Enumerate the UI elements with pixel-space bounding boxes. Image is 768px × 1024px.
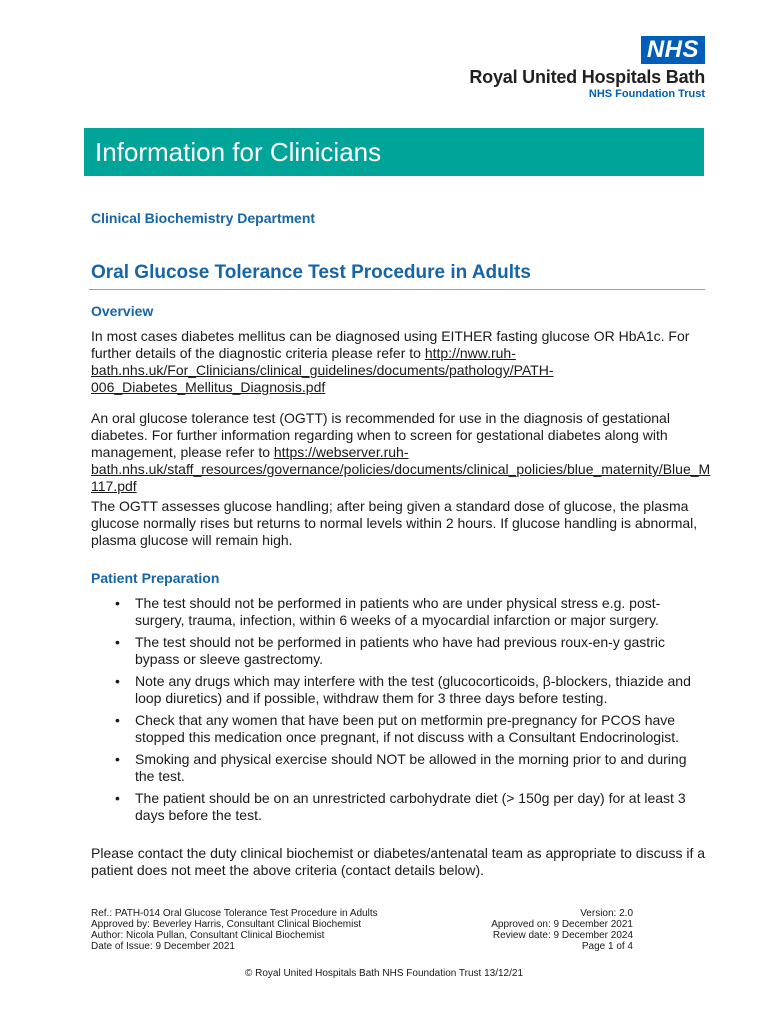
contact-paragraph: Please contact the duty clinical biochemist or diabetes/antenatal team as appropriate to discuss if a patient does not meet the above criteria (contact details below).	[91, 845, 706, 878]
gestational-policy-link-end[interactable]: 117.pdf	[91, 478, 137, 494]
overview-heading: Overview	[91, 303, 154, 319]
diagnosis-guideline-link[interactable]: http://nww.ruh-	[424, 345, 516, 361]
list-item-text: The test should not be performed in patients who are under physical stress e.g. post-surgery, trauma, infection, within 6 weeks of a myocardial infarction or major surgery.	[135, 595, 661, 628]
footer-page-number: Page 1 of 4	[581, 941, 633, 952]
bullet-icon: •	[115, 595, 120, 611]
trust-name: Royal United Hospitals Bath	[469, 67, 705, 87]
trust-logo	[469, 36, 705, 100]
list-item	[91, 712, 706, 746]
bullet-icon: •	[115, 751, 120, 767]
bullet-icon: •	[115, 634, 120, 650]
overview-paragraph-3: The OGTT assesses glucose handling; after being given a standard dose of glucose, the plasma glucose normally rises but returns to normal levels within 2 hours. If glucose handling is abnormal, plasma glucose will remain high.	[91, 498, 698, 548]
diagnosis-guideline-link-end[interactable]: 006_Diabetes_Mellitus_Diagnosis.pdf	[91, 379, 326, 395]
trust-subtitle: NHS Foundation Trust	[588, 88, 705, 100]
patient-preparation-heading: Patient Preparation	[91, 570, 220, 586]
footer-version: Version: 2.0	[580, 908, 633, 919]
gestational-policy-link-cont[interactable]: bath.nhs.uk/staff_resources/governance/policies/documents/clinical_policies/blue_maternity/Blue_M	[91, 461, 711, 477]
footer-author: Author: Nicola Pullan, Consultant Clinical Biochemist	[91, 930, 325, 941]
footer-approved-by: Approved by: Beverley Harris, Consultant Clinical Biochemist	[91, 919, 362, 930]
overview-paragraph-2	[91, 410, 711, 495]
banner-title: Information for Clinicians	[95, 137, 382, 167]
footer-approved-on: Approved on: 9 December 2021	[491, 919, 633, 930]
overview-paragraph-1	[91, 328, 706, 396]
list-item-text: The test should not be performed in patients who have had previous roux-en-y gastric bypass or sleeve gastrectomy.	[135, 634, 665, 667]
bullet-icon: •	[115, 712, 120, 728]
bullet-icon: •	[115, 790, 120, 806]
list-item-text: Check that any women that have been put on metformin pre-pregnancy for PCOS have stopped this medication once pregnant, if not discuss with a Consultant Endocrinologist.	[135, 712, 679, 745]
footer-date-of-issue: Date of Issue: 9 December 2021	[91, 941, 235, 952]
overview-para2-text: An oral glucose tolerance test (OGTT) is recommended for use in the diagnosis of gestational diabetes. For further information regarding when to screen for gestational diabetes along with management, please refer to	[91, 410, 670, 460]
nhs-logo: NHS	[641, 36, 705, 64]
footer-right	[491, 908, 633, 952]
diagnosis-guideline-link-cont[interactable]: bath.nhs.uk/For_Clinicians/clinical_guidelines/documents/pathology/PATH-	[91, 362, 554, 378]
info-banner	[84, 128, 704, 176]
overview-para1-text: In most cases diabetes mellitus can be diagnosed using EITHER fasting glucose OR HbA1c. For further details of the diagnostic criteria please refer to	[91, 328, 690, 361]
list-item	[91, 595, 706, 629]
copyright-notice: © Royal United Hospitals Bath NHS Foundation Trust 13/12/21	[244, 968, 524, 979]
footer-review-date: Review date: 9 December 2024	[492, 930, 633, 941]
footer-left	[91, 908, 378, 952]
footer-ref: Ref.: PATH-014 Oral Glucose Tolerance Test Procedure in Adults	[91, 908, 378, 919]
patient-preparation-list	[91, 595, 706, 829]
bullet-icon: •	[115, 673, 120, 689]
gestational-policy-link[interactable]: https://webserver.ruh-	[273, 444, 409, 460]
list-item	[91, 634, 706, 668]
title-divider	[89, 289, 705, 290]
list-item-text: The patient should be on an unrestricted carbohydrate diet (> 150g per day) for at least 3 days before the test.	[135, 790, 686, 823]
department-name: Clinical Biochemistry Department	[91, 210, 316, 226]
list-item	[91, 673, 706, 707]
document-title: Oral Glucose Tolerance Test Procedure in Adults	[91, 262, 531, 283]
list-item-text: Note any drugs which may interfere with the test (glucocorticoids, β-blockers, thiazide and loop diuretics) and if possible, withdraw them for 3 three days before testing.	[135, 673, 691, 706]
list-item	[91, 790, 706, 824]
list-item	[91, 751, 706, 785]
list-item-text: Smoking and physical exercise should NOT be allowed in the morning prior to and during the test.	[135, 751, 687, 784]
